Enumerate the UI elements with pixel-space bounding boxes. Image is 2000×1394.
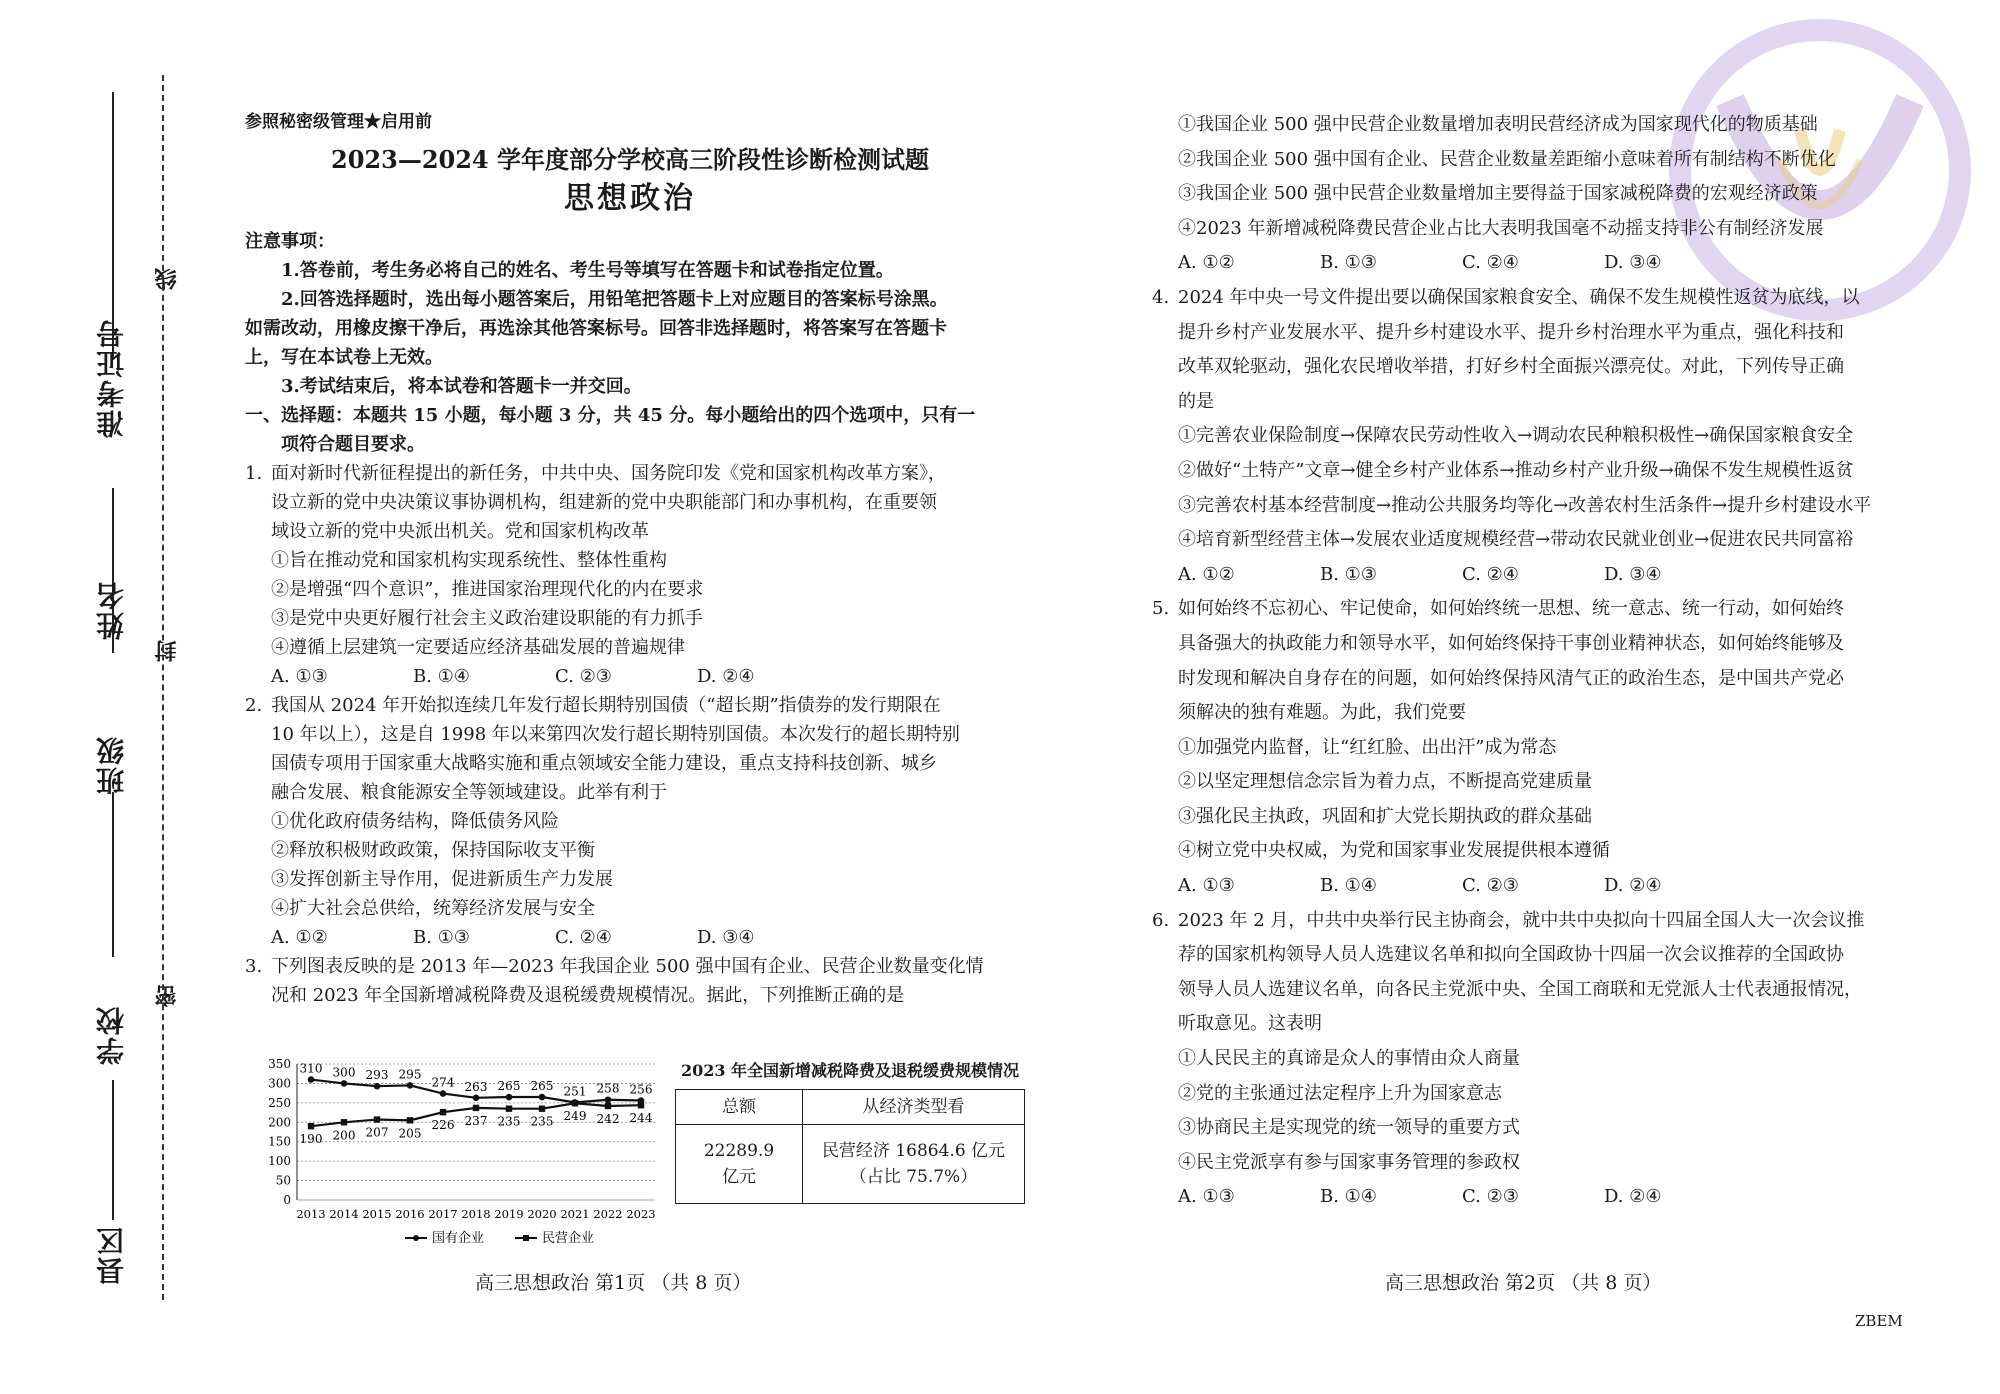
legend-marker: [523, 1235, 529, 1241]
statement-2: ②做好“土特产”文章→健全乡村产业体系→推动乡村产业升级→确保不发生规模性返贫: [1178, 459, 1854, 481]
question-text: 融合发展、粮食能源安全等领域建设。此举有利于: [271, 782, 667, 803]
option-c[interactable]: C. ②③: [1462, 1186, 1519, 1208]
option-b[interactable]: B. ①④: [1320, 1186, 1377, 1208]
question-text: 面对新时代新征程提出的新任务，中共中央、国务院印发《党和国家机构改革方案》，: [271, 463, 946, 484]
data-label: 293: [365, 1068, 389, 1083]
tax-table-block: [675, 1058, 1025, 1204]
section-heading-cont: 项符合题目要求。: [281, 434, 425, 455]
data-point: [407, 1082, 414, 1089]
tax-table: [675, 1089, 1025, 1204]
cutmark-seal: 封: [152, 640, 183, 662]
question-text: 我国从 2024 年开始拟连续几年发行超长期特别国债（“超长期”指债券的发行期限在: [271, 695, 941, 716]
statement-1: ①旨在推动党和国家机构实现系统性、整体性重构: [271, 550, 667, 571]
data-label: 256: [629, 1082, 653, 1097]
question-text: 国债专项用于国家重大战略实施和重点领域安全能力建设，重点支持科技创新、城乡: [271, 753, 937, 774]
data-label: 265: [497, 1079, 521, 1094]
data-label: 244: [629, 1111, 653, 1126]
question-text: 时发现和解决自身存在的问题，如何始终保持风清气正的政治生态，是中国共产党必: [1178, 667, 1844, 689]
notice-3: 3.考试结束后，将本试卷和答题卡一并交回。: [281, 376, 642, 397]
statement-4: ④2023 年新增减税降费民营企业占比大表明我国毫不动摇支持非公有制经济发展: [1178, 217, 1824, 239]
option-d[interactable]: D. ②④: [1604, 875, 1662, 897]
question-text: 的是: [1178, 390, 1214, 412]
option-b[interactable]: B. ①③: [413, 927, 470, 948]
data-point: [341, 1119, 347, 1125]
option-d[interactable]: D. ③④: [1604, 563, 1662, 585]
statement-4: ④树立党中央权威，为党和国家事业发展提供根本遵循: [1178, 840, 1610, 862]
y-tick-label: 50: [275, 1173, 291, 1188]
answer-options: [1152, 1180, 1922, 1215]
question-text: 改革双轮驱动，强化农民增收举措，打好乡村全面振兴漂亮仗。对此，下列传导正确: [1178, 356, 1844, 378]
question-text: 听取意见。这表明: [1178, 1013, 1322, 1035]
option-b[interactable]: B. ①④: [413, 666, 470, 687]
data-label: 274: [431, 1075, 455, 1090]
y-tick-label: 100: [268, 1154, 291, 1169]
option-a[interactable]: A. ①②: [271, 927, 328, 948]
option-a[interactable]: A. ①③: [1178, 1186, 1235, 1208]
question-1: [245, 459, 1015, 691]
class-underline: [112, 792, 114, 957]
option-b[interactable]: B. ①③: [1320, 252, 1377, 274]
question-text: 2023 年 2 月，中共中央举行民主协商会，就中共中央拟向十四届全国人大一次会议推: [1178, 909, 1865, 931]
statement-3: ③发挥创新主导作用，促进新质生产力发展: [271, 869, 613, 890]
answer-options: [245, 662, 1015, 691]
option-c[interactable]: C. ②④: [1462, 252, 1519, 274]
question-text: 须解决的独有难题。为此，我们党要: [1178, 702, 1466, 724]
question-text: 2024 年中央一号文件提出要以确保国家粮食安全、确保不发生规模性返贫为底线，以: [1178, 286, 1860, 308]
x-tick-label: 2020: [527, 1207, 557, 1221]
question-text: 下列图表反映的是 2013 年—2023 年我国企业 500 强中国有企业、民营企业数量变化情: [271, 956, 984, 977]
question-4: [1152, 281, 1922, 592]
table-cell-private: 民营经济 16864.6 亿元 （占比 75.7%）: [803, 1125, 1025, 1204]
data-point: [473, 1105, 479, 1111]
data-label: 258: [596, 1081, 620, 1096]
statement-4: ④民主党派享有参与国家事务管理的参政权: [1178, 1151, 1520, 1173]
tax-table-title: 2023 年全国新增减税降费及退税缓费规模情况: [680, 1061, 1020, 1080]
statement-2: ②以坚定理想信念宗旨为着力点，不断提高党建质量: [1178, 771, 1592, 793]
x-tick-label: 2018: [461, 1207, 491, 1221]
data-point: [374, 1083, 381, 1090]
class-label: 班级: [95, 735, 128, 795]
table-header-type: 从经济类型看: [803, 1090, 1025, 1125]
y-tick-label: 0: [283, 1193, 291, 1207]
statement-4: ④遵循上层建筑一定要适应经济基础发展的普遍规律: [271, 637, 685, 658]
statement-3: ③是党中央更好履行社会主义政治建设职能的有力抓手: [271, 608, 703, 629]
data-point: [308, 1123, 314, 1129]
option-c[interactable]: C. ②④: [555, 927, 612, 948]
name-label: 姓名: [95, 580, 128, 640]
data-point: [572, 1100, 578, 1106]
option-c[interactable]: C. ②③: [1462, 875, 1519, 897]
question-text: 设立新的党中央决策议事协调机构，组建新的党中央职能部门和办事机构，在重要领: [271, 492, 937, 513]
legend-marker: [413, 1235, 419, 1241]
question-number: 4.: [1152, 286, 1170, 308]
notice-heading: 注意事项：: [245, 231, 335, 252]
question-3: [245, 952, 1015, 1010]
question-text: 提升乡村产业发展水平、提升乡村建设水平、提升乡村治理水平为重点，强化科技和: [1178, 321, 1844, 343]
x-tick-label: 2021: [560, 1207, 590, 1221]
x-tick-label: 2017: [428, 1207, 458, 1221]
question-text: 荐的国家机构领导人员人选建议名单和拟向全国政协十四届一次会议推荐的全国政协: [1178, 944, 1844, 966]
cutmark-line: 线: [152, 268, 183, 290]
y-tick-label: 250: [268, 1095, 291, 1110]
school-label: 学校: [95, 1005, 128, 1065]
statement-3: ③协商民主是实现党的统一领导的重要方式: [1178, 1117, 1520, 1139]
x-tick-label: 2022: [593, 1207, 623, 1221]
statement-3: ③完善农村基本经营制度→推动公共服务均等化→改善农村生活条件→提升乡村建设水平: [1178, 494, 1872, 516]
option-d[interactable]: D. ③④: [1604, 252, 1662, 274]
statement-3: ③我国企业 500 强中民营企业数量增加主要得益于国家减税降费的宏观经济政策: [1178, 183, 1818, 205]
question-number: 1.: [245, 463, 263, 484]
question-number: 6.: [1152, 909, 1170, 931]
y-tick-label: 350: [268, 1057, 291, 1071]
data-point: [440, 1090, 447, 1097]
statement-2: ②我国企业 500 强中国有企业、民营企业数量差距缩小意味着所有制结构不断优化: [1178, 148, 1836, 170]
legend-label: 民营企业: [542, 1231, 595, 1246]
page-1-footer: 高三思想政治 第1页 （共 8 页）: [475, 1272, 752, 1294]
data-label: 226: [431, 1118, 455, 1133]
data-label: 265: [530, 1079, 554, 1094]
x-tick-label: 2023: [626, 1207, 656, 1221]
statement-1: ①人民民主的真谛是众人的事情由众人商量: [1178, 1048, 1520, 1070]
page-1: [245, 108, 1015, 1010]
question-5: [1152, 592, 1922, 903]
option-a[interactable]: A. ①②: [1178, 563, 1235, 585]
answer-options: [1152, 869, 1922, 904]
x-tick-label: 2014: [329, 1207, 359, 1221]
question-text: 领导人员人选建议名单，向各民主党派中央、全国工商联和无党派人士代表通报情况，: [1178, 978, 1862, 1000]
data-label: 295: [398, 1067, 422, 1082]
notice-2: 2.回答选择题时，选出每小题答案后，用铅笔把答题卡上对应题目的答案标号涂黑。: [281, 289, 948, 310]
page-2-footer: 高三思想政治 第2页 （共 8 页）: [1385, 1272, 1662, 1294]
table-header-total: 总额: [676, 1090, 803, 1125]
data-label: 310: [299, 1061, 323, 1076]
secrecy-label: 参照秘密级管理★启用前: [245, 112, 432, 132]
data-label: 205: [398, 1126, 422, 1141]
statement-2: ②党的主张通过法定程序上升为国家意志: [1178, 1082, 1502, 1104]
question-text: 如何始终不忘初心、牢记使命，如何始终统一思想、统一意志、统一行动，如何始终: [1178, 598, 1844, 620]
question-text: 域设立新的党中央派出机关。党和国家机构改革: [271, 521, 649, 542]
data-label: 207: [365, 1125, 389, 1140]
statement-1: ①完善农业保险制度→保障农民劳动性收入→调动农民种粮积极性→确保国家粮食安全: [1178, 425, 1854, 447]
data-point: [605, 1103, 611, 1109]
data-point: [407, 1117, 413, 1123]
statement-4: ④扩大社会总供给，统筹经济发展与安全: [271, 898, 595, 919]
option-b[interactable]: B. ①③: [1320, 563, 1377, 585]
option-a[interactable]: A. ①②: [1178, 252, 1235, 274]
option-a[interactable]: A. ①③: [1178, 875, 1235, 897]
cutmark-secret: 密: [152, 985, 183, 1007]
table-cell-total: 22289.9 亿元: [676, 1125, 803, 1204]
answer-options: [1152, 246, 1922, 281]
exam-title: 2023—2024 学年度部分学校高三阶段性诊断检测试题: [331, 145, 929, 174]
exam-number-label: 准考证号: [95, 318, 128, 438]
option-b[interactable]: B. ①④: [1320, 875, 1377, 897]
data-point: [473, 1095, 480, 1102]
data-point: [539, 1094, 546, 1101]
data-point: [506, 1105, 512, 1111]
x-tick-label: 2015: [362, 1207, 392, 1221]
data-point: [605, 1096, 612, 1103]
question-number: 3.: [245, 956, 263, 977]
answer-options: [1152, 558, 1922, 593]
data-point: [341, 1080, 348, 1087]
statement-1: ①加强党内监督，让“红红脸、出出汗”成为常态: [1178, 736, 1557, 758]
data-point: [374, 1116, 380, 1122]
data-label: 249: [563, 1109, 587, 1124]
data-point: [506, 1094, 513, 1101]
cut-line: [162, 75, 164, 1300]
data-label: 235: [530, 1114, 554, 1129]
subject-title: 思想政治: [564, 181, 696, 216]
option-d[interactable]: D. ③④: [697, 927, 755, 948]
data-point: [539, 1105, 545, 1111]
y-tick-label: 300: [268, 1076, 291, 1091]
y-tick-label: 150: [268, 1134, 291, 1149]
data-label: 251: [563, 1084, 587, 1099]
notice-1: 1.答卷前，考生务必将自己的姓名、考生号等填写在答题卡和试卷指定位置。: [281, 260, 894, 281]
option-c[interactable]: C. ②③: [555, 666, 612, 687]
statement-2: ②是增强“四个意识”，推进国家治理现代化的内在要求: [271, 579, 704, 600]
x-tick-label: 2016: [395, 1207, 425, 1221]
exam-code: ZBEM: [1855, 1312, 1903, 1330]
question-number: 5.: [1152, 598, 1170, 620]
data-point: [308, 1076, 315, 1083]
page-2: [1152, 108, 1922, 1215]
legend-label: 国有企业: [432, 1231, 485, 1246]
data-label: 200: [332, 1128, 356, 1143]
question-6: [1152, 904, 1922, 1215]
notice-2-cont2: 上，写在本试卷上无效。: [245, 347, 443, 368]
option-a[interactable]: A. ①③: [271, 666, 328, 687]
statement-3: ③强化民主执政，巩固和扩大党长期执政的群众基础: [1178, 805, 1592, 827]
data-point: [440, 1109, 446, 1115]
statement-1: ①我国企业 500 强中民营企业数量增加表明民营经济成为国家现代化的物质基础: [1178, 114, 1818, 135]
answer-options: [245, 923, 1015, 952]
statement-4: ④培育新型经营主体→发展农业适度规模经营→带动农民就业创业→促进农民共同富裕: [1178, 529, 1854, 551]
option-c[interactable]: C. ②④: [1462, 563, 1519, 585]
question-text: 具备强大的执政能力和领导水平，如何始终保持干事创业精神状态，如何始终能够及: [1178, 632, 1844, 654]
data-label: 190: [299, 1132, 323, 1147]
option-d[interactable]: D. ②④: [697, 666, 755, 687]
statement-2: ②释放积极财政政策，保持国际收支平衡: [271, 840, 595, 861]
district-label: 县区: [95, 1225, 128, 1285]
question-number: 2.: [245, 695, 263, 716]
x-tick-label: 2013: [296, 1207, 326, 1221]
data-label: 235: [497, 1114, 521, 1129]
x-tick-label: 2019: [494, 1207, 524, 1221]
data-label: 300: [332, 1065, 356, 1080]
option-d[interactable]: D. ②④: [1604, 1186, 1662, 1208]
question-text: 况和 2023 年全国新增减税降费及退税缓费规模情况。据此，下列推断正确的是: [271, 985, 905, 1006]
data-point: [638, 1102, 644, 1108]
notice-2-cont: 如需改动，用橡皮擦干净后，再选涂其他答案标号。回答非选择题时，将答案写在答题卡: [245, 318, 947, 339]
data-label: 263: [464, 1079, 488, 1094]
data-label: 237: [464, 1113, 488, 1128]
question-2: [245, 691, 1015, 952]
y-tick-label: 200: [268, 1115, 291, 1130]
section-heading: 一、选择题：本题共 15 小题，每小题 3 分，共 45 分。每小题给出的四个选项中，只有一: [245, 405, 976, 426]
district-underline: [112, 1080, 114, 1220]
statement-1: ①优化政府债务结构，降低债务风险: [271, 811, 559, 832]
enterprise-line-chart: [255, 1052, 675, 1252]
question-text: 10 年以上），这是自 1998 年以来第四次发行超长期特别国债。本次发行的超长期特别: [271, 724, 960, 745]
data-label: 242: [596, 1111, 620, 1126]
